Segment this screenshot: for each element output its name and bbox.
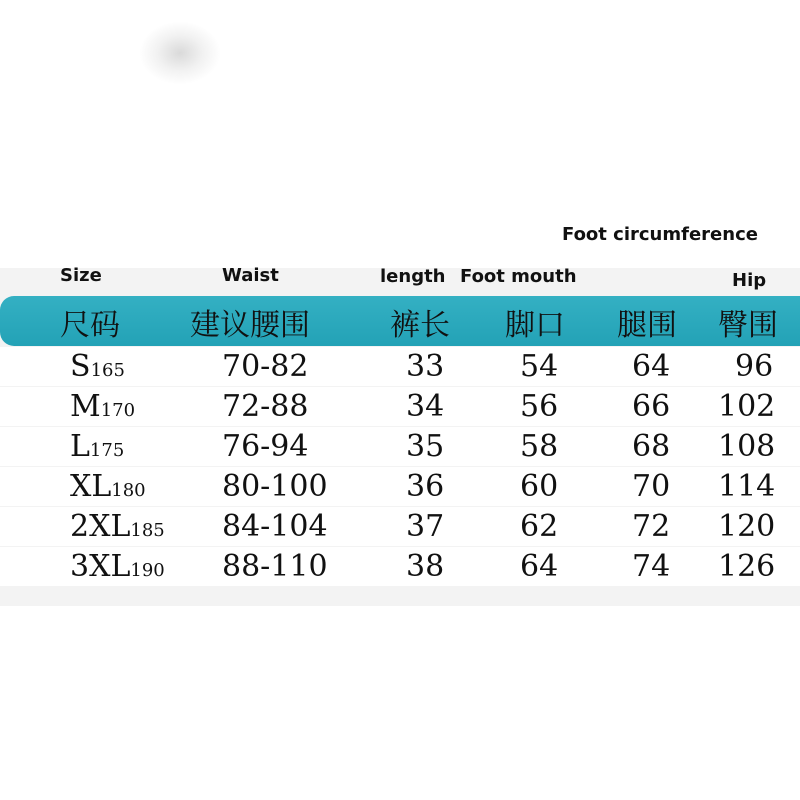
hip-cell: 96 [735,349,774,384]
length-cell: 36 [406,469,445,504]
label-size: Size [60,265,102,286]
hip-cell: 120 [718,509,776,544]
waist-cell: 76-94 [222,429,309,464]
table-row [0,427,800,466]
waist-cell: 72-88 [222,389,309,424]
table-row [0,467,800,506]
hip-cell: 102 [718,389,776,424]
thigh-cell: 66 [632,389,671,424]
hip-cell: 126 [718,549,776,584]
size-height: 175 [89,440,125,461]
size-letter: L [70,429,90,464]
length-cell: 35 [406,429,445,464]
size-cell [70,467,146,510]
hip-cell: 114 [718,469,776,504]
size-cell [70,427,124,470]
header-hip-cn: 臀围 [718,308,778,343]
blurred-smudge [140,22,220,84]
label-hip: Hip [732,270,767,291]
size-height: 185 [130,520,165,541]
hip-cell: 108 [718,429,776,464]
size-cell [70,507,165,550]
size-cell [70,387,135,430]
length-cell: 34 [406,389,445,424]
size-letter: 3XL [70,549,131,584]
table-row [0,387,800,426]
table-row [0,547,800,586]
table-row [0,507,800,546]
foot-mouth-cell: 64 [520,549,559,584]
header-foot-mouth-cn: 脚口 [505,308,565,343]
size-cell [70,347,125,390]
thigh-cell: 74 [632,549,671,584]
waist-cell: 84-104 [222,509,328,544]
foot-mouth-cell: 56 [520,389,559,424]
size-cell [70,547,165,590]
waist-cell: 80-100 [222,469,328,504]
foot-mouth-cell: 58 [520,429,559,464]
size-height: 190 [130,560,165,581]
header-length-cn: 裤长 [390,308,450,343]
size-letter: S [70,349,91,384]
size-height: 170 [100,400,136,421]
header-thigh-cn: 腿围 [617,308,677,343]
foot-mouth-cell: 54 [520,349,559,384]
header-waist-cn: 建议腰围 [190,308,310,343]
waist-cell: 88-110 [222,549,328,584]
label-foot-circumference: Foot circumference [562,224,758,245]
thigh-cell: 68 [632,429,671,464]
length-cell: 33 [406,349,445,384]
size-letter: XL [70,469,112,504]
label-waist: Waist [222,265,279,286]
length-cell: 38 [406,549,445,584]
table-row [0,347,800,386]
header-size-cn: 尺码 [60,308,120,343]
thigh-cell: 64 [632,349,671,384]
label-length: length [380,266,446,287]
size-height: 165 [90,360,125,381]
size-letter: 2XL [70,509,131,544]
size-letter: M [70,389,101,424]
foot-mouth-cell: 60 [520,469,559,504]
length-cell: 37 [406,509,445,544]
thigh-cell: 70 [632,469,671,504]
size-height: 180 [111,480,146,501]
waist-cell: 70-82 [222,349,309,384]
label-foot-mouth: Foot mouth [460,266,577,287]
thigh-cell: 72 [632,509,671,544]
foot-mouth-cell: 62 [520,509,559,544]
